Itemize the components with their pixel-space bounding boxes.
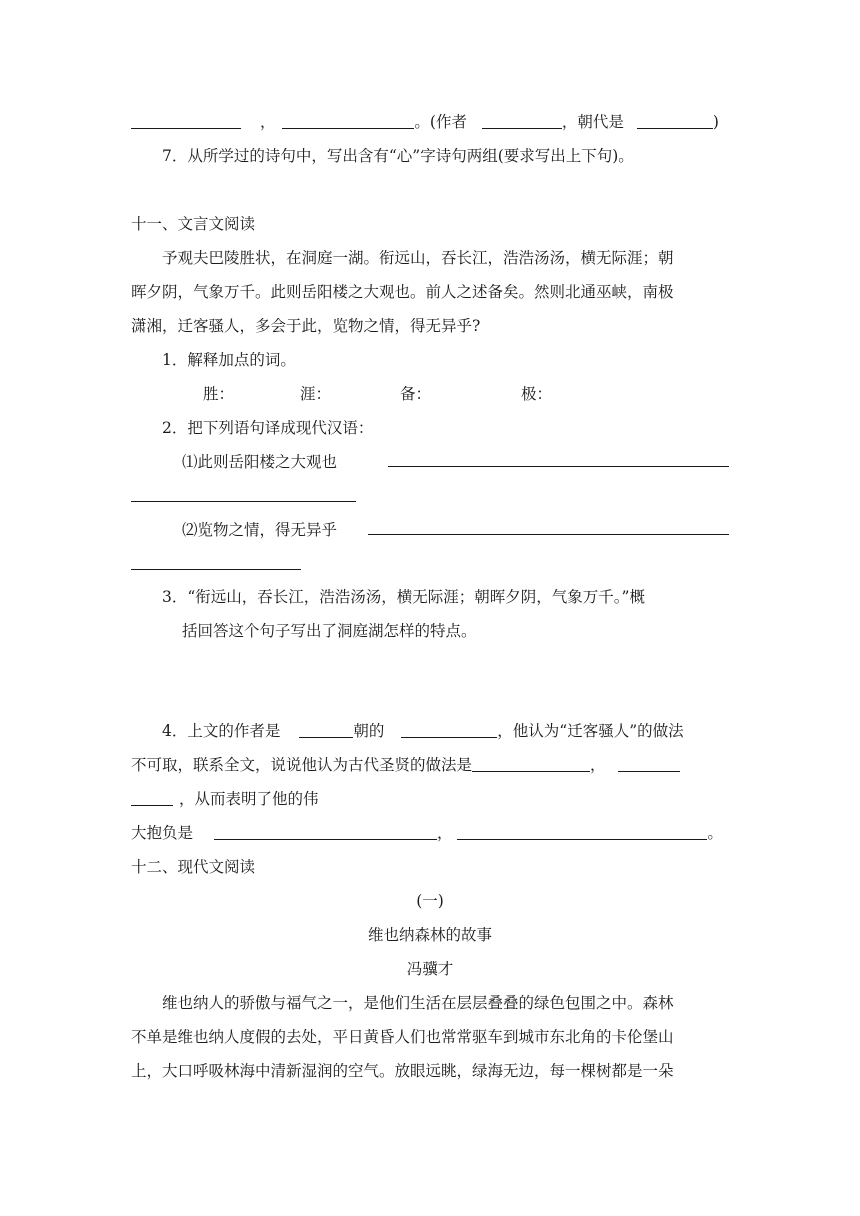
comma: ， xyxy=(590,756,606,774)
word-bei: 备： xyxy=(400,385,432,403)
poem-fill-line xyxy=(131,112,719,132)
q4-text: 大抱负是 xyxy=(131,824,194,842)
answer-line[interactable] xyxy=(368,534,729,535)
article-author: 冯骥才 xyxy=(406,960,454,978)
comma: ， xyxy=(259,113,276,131)
question-1: 1．解释加点的词。 xyxy=(162,351,296,369)
translate-item-2: ⑵览物之情，得无异乎 xyxy=(182,521,338,539)
answer-blank[interactable] xyxy=(214,825,437,840)
section-11-heading: 十一、文言文阅读 xyxy=(131,215,256,233)
comma: ， xyxy=(436,824,453,842)
question-7: 7．从所学过的诗句中，写出含有“心”字诗句两组(要求写出上下句)。 xyxy=(162,147,634,165)
dynasty-label: ，朝代是 xyxy=(561,113,624,131)
answer-blank[interactable] xyxy=(457,825,707,840)
q4-dynasty-label: 朝的 xyxy=(353,722,385,740)
question-3: 3．“衔远山，吞长江，浩浩汤汤，横无际涯；朝晖夕阴，气象万千。”概 xyxy=(162,588,645,606)
close-paren: ) xyxy=(712,113,719,131)
answer-line[interactable] xyxy=(388,466,729,467)
word-sheng: 胜： xyxy=(203,385,235,403)
question-4 xyxy=(162,721,684,741)
author-label: 。(作者 xyxy=(414,113,467,131)
question-2: 2．把下列语句译成现代汉语： xyxy=(162,419,374,437)
answer-blank[interactable] xyxy=(282,114,414,129)
answer-blank[interactable] xyxy=(131,791,173,806)
dynasty-blank[interactable] xyxy=(299,723,353,738)
question-4-line-3 xyxy=(131,789,319,809)
dynasty-blank[interactable] xyxy=(637,114,713,129)
answer-line[interactable] xyxy=(131,569,301,570)
author-blank[interactable] xyxy=(482,114,562,129)
question-4-line-2 xyxy=(131,755,680,775)
q4-text: 不可取，联系全文，说说他认为古代圣贤的做法是 xyxy=(131,756,473,774)
author-name-blank[interactable] xyxy=(401,723,497,738)
answer-blank[interactable] xyxy=(618,757,680,772)
period: 。 xyxy=(707,824,723,842)
translate-item-1: ⑴此则岳阳楼之大观也 xyxy=(182,453,338,471)
passage-line: 潇湘，迁客骚人，多会于此，览物之情，得无异乎? xyxy=(131,317,481,335)
article-title: 维也纳森林的故事 xyxy=(367,926,492,944)
passage-line: 维也纳人的骄傲与福气之一，是他们生活在层层叠叠的绿色包围之中。森林 xyxy=(162,994,674,1012)
word-ya: 涯： xyxy=(300,385,332,403)
q4-author-label: 4．上文的作者是 xyxy=(162,722,281,740)
answer-blank[interactable] xyxy=(472,757,590,772)
question-4-line-4 xyxy=(131,823,723,843)
answer-blank[interactable] xyxy=(131,114,241,129)
section-12-heading: 十二、现代文阅读 xyxy=(131,858,256,876)
q4-text: ，从而表明了他的伟 xyxy=(179,790,319,808)
passage-line: 晖夕阴，气象万千。此则岳阳楼之大观也。前人之述备矣。然则北通巫峡，南极 xyxy=(131,283,674,301)
passage-line: 予观夫巴陵胜状，在洞庭一湖。衔远山，吞长江，浩浩汤汤，横无际涯；朝 xyxy=(162,249,674,267)
answer-line[interactable] xyxy=(131,501,356,502)
question-3-cont: 括回答这个句子写出了洞庭湖怎样的特点。 xyxy=(182,622,477,640)
passage-line: 不单是维也纳人度假的去处，平日黄昏人们也常常驱车到城市东北角的卡伦堡山 xyxy=(131,1028,674,1046)
q4-text: ，他认为“迁客骚人”的做法 xyxy=(497,722,684,740)
word-ji: 极： xyxy=(521,385,553,403)
part-label: (一) xyxy=(416,892,444,910)
passage-line: 上，大口呼吸林海中清新湿润的空气。放眼远眺，绿海无边，每一棵树都是一朵 xyxy=(131,1062,674,1080)
